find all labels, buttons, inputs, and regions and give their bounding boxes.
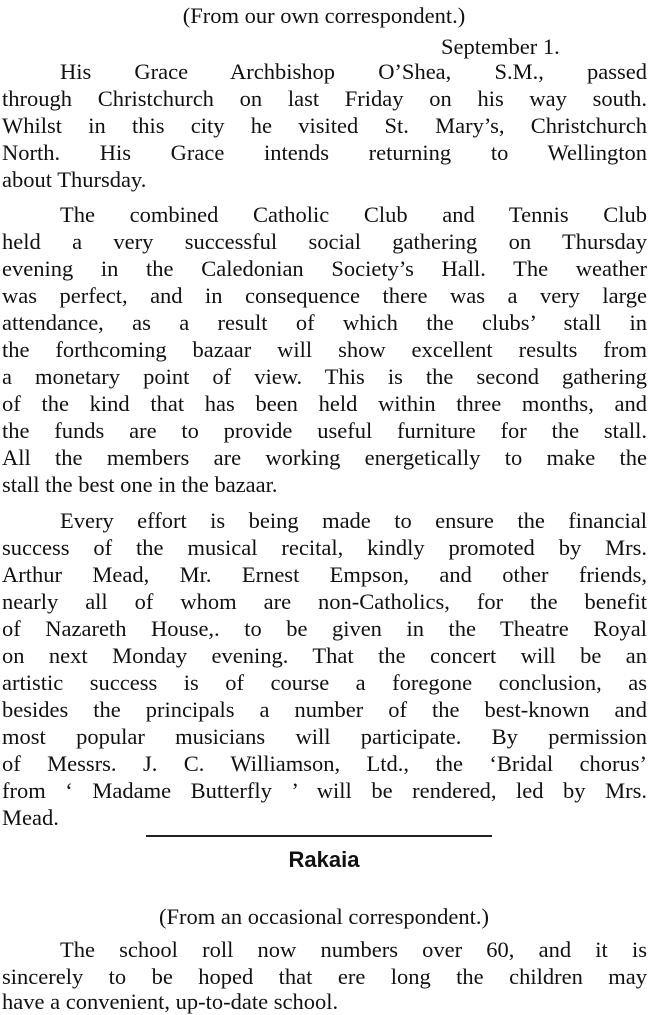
text-line: a monetary point of view. This is the second gathering bbox=[2, 364, 647, 389]
text-line: artistic success is of course a foregone conclusion, as bbox=[2, 670, 647, 695]
text-line: His Grace Archbishop O’Shea, S.M., passed bbox=[60, 59, 647, 84]
text-line: All the members are working energetically to make the bbox=[2, 445, 647, 470]
section-heading: Rakaia bbox=[288, 847, 360, 872]
text-line: nearly all of whom are non-Catholics, for the benefit bbox=[2, 589, 647, 614]
dateline: September 1. bbox=[441, 34, 560, 59]
byline-occasional-correspondent: (From an occasional correspondent.) bbox=[159, 904, 489, 929]
text-line: The school roll now numbers over 60, and it is bbox=[60, 937, 647, 962]
text-line: success of the musical recital, kindly promoted by Mrs. bbox=[2, 535, 647, 560]
text-line: Whilst in this city he visited St. Mary’s, Christchurch bbox=[2, 113, 647, 138]
text-line: the forthcoming bazaar will show excellent results from bbox=[2, 337, 647, 362]
text-line: about Thursday. bbox=[2, 167, 147, 192]
text-line: have a convenient, up-to-date school. bbox=[2, 989, 339, 1014]
text-line: North. His Grace intends returning to Wellington bbox=[2, 140, 647, 165]
text-line: stall the best one in the bazaar. bbox=[2, 472, 278, 497]
text-line: through Christchurch on last Friday on his way south. bbox=[2, 86, 647, 111]
text-line: of the kind that has been held within three months, and bbox=[2, 391, 647, 416]
text-line: of Messrs. J. C. Williamson, Ltd., the ‘Bridal chorus’ bbox=[2, 751, 647, 776]
text-line: of Nazareth House,. to be given in the Theatre Royal bbox=[2, 616, 647, 641]
text-line: the funds are to provide useful furniture for the stall. bbox=[2, 418, 647, 443]
section-divider bbox=[146, 835, 492, 837]
text-line: evening in the Caledonian Society’s Hall. The weather bbox=[2, 256, 647, 281]
text-line: Every effort is being made to ensure the financial bbox=[60, 508, 647, 533]
text-line: attendance, as a result of which the clubs’ stall in bbox=[2, 310, 647, 335]
text-line: sincerely to be hoped that ere long the children may bbox=[2, 964, 647, 989]
text-line: most popular musicians will participate. By permission bbox=[2, 724, 647, 749]
text-line: was perfect, and in consequence there was a very large bbox=[2, 283, 647, 308]
byline-own-correspondent: (From our own correspondent.) bbox=[182, 3, 466, 28]
text-line: Mead. bbox=[2, 805, 59, 830]
text-line: on next Monday evening. That the concert will be an bbox=[2, 643, 647, 668]
text-line: besides the principals a number of the best-known and bbox=[2, 697, 647, 722]
text-line: Arthur Mead, Mr. Ernest Empson, and other friends, bbox=[2, 562, 647, 587]
text-line: from ‘ Madame Butterfly ’ will be rendered, led by Mrs. bbox=[2, 778, 647, 803]
text-line: The combined Catholic Club and Tennis Club bbox=[60, 202, 647, 227]
text-line: held a very successful social gathering on Thursday bbox=[2, 229, 647, 254]
